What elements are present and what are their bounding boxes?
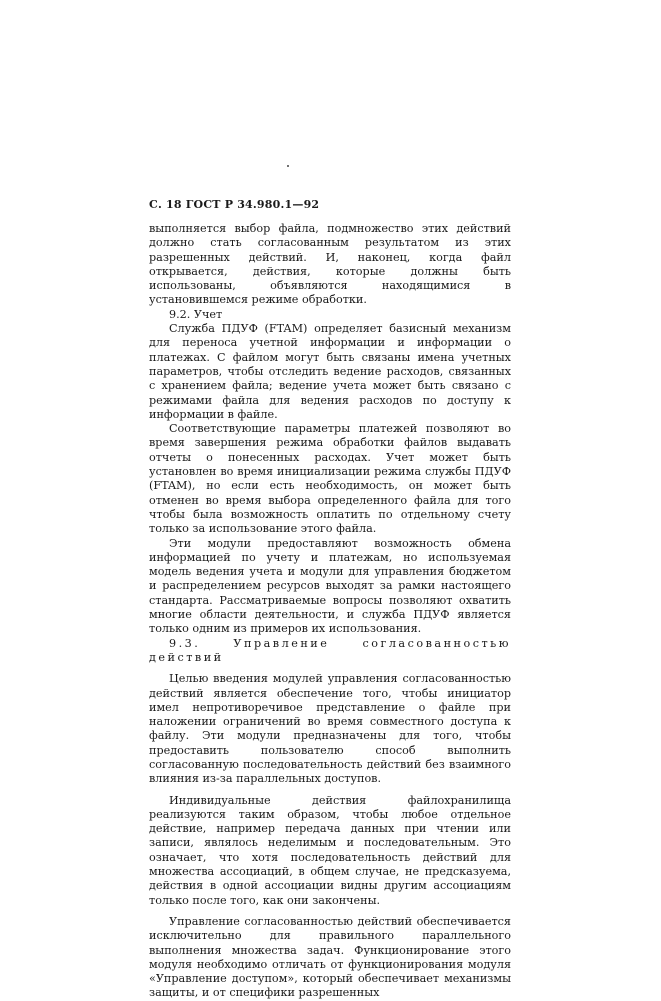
paragraph-6: Индивидуальные действия файлохранилища реализуются таким образом, чтобы любое отдельное действие, например передача данных при чтении или записи, являлось неделимым и последовательным. Это означает, что хотя последовательность действий для множества ассоциаций, в общем случае, не предсказуема, действия в одной ассоциации видны другим ассоциациям только после того, как они закончены. xyxy=(149,793,511,907)
paragraph-1: выполняется выбор файла, подмножество этих действий должно стать согласованным результатом из этих разрешенных действий. И, наконец, когда файл открывается, действия, которые должны быть использованы, объявляются находящимися в установившемся режиме обработки. xyxy=(149,222,511,307)
heading-9-3: 9.3. Управление согласованностью действий xyxy=(149,636,511,664)
document-body xyxy=(149,222,511,1001)
heading-9-2: 9.2. Учет xyxy=(169,307,223,321)
paragraph-3: Соответствующие параметры платежей позволяют во время завершения режима обработки файлов выдавать отчеты о понесенных расходах. Учет может быть установлен во время инициализации режима службы ПДУФ (FTAM), но если есть необходимость, он может быть отменен во время выбора определенного файла для того чтобы была возможность оплатить по отдельному счету только за использование этого файла. xyxy=(149,422,511,536)
page-header: С. 18 ГОСТ Р 34.980.1—92 xyxy=(149,198,320,211)
paragraph-7: Управление согласованностью действий обеспечивается исключительно для правильного параллельного выполнения множества задач. Функционирование этого модуля необходимо отличать от функционирования модуля «Управление доступом», который обеспечивает механизмы защиты, и от специфики разрешенных xyxy=(149,914,511,1000)
paragraph-2: Служба ПДУФ (FTAM) определяет базисный механизм для переноса учетной информации и информации о платежах. С файлом могут быть связаны имена учетных параметров, чтобы отследить ведение расходов, связанных с хранением файла; ведение учета может быть связано с режимами файла для ведения расходов по доступу к информации в файле. xyxy=(149,322,511,421)
paragraph-5: Целью введения модулей управления согласованностью действий является обеспечение того, чтобы инициатор имел непротиворечивое представление о файле при наложении ограничений во время совместного доступа к файлу. Эти модули предназначены для того, чтобы предоставить пользователю способ выполнить согласованную последовательность действий без взаимного влияния из-за параллельных доступов. xyxy=(149,672,511,786)
paragraph-4: Эти модули предоставляют возможность обмена информацией по учету и платежам, но используемая модель ведения учета и модули для управления бюджетом и распределением ресурсов выходят за рамки настоящего стандарта. Рассматриваемые вопросы позволяют охватить многие области деятельности, и служба ПДУФ является только одним из примеров их использования. xyxy=(149,536,511,636)
scan-speck xyxy=(287,165,289,167)
